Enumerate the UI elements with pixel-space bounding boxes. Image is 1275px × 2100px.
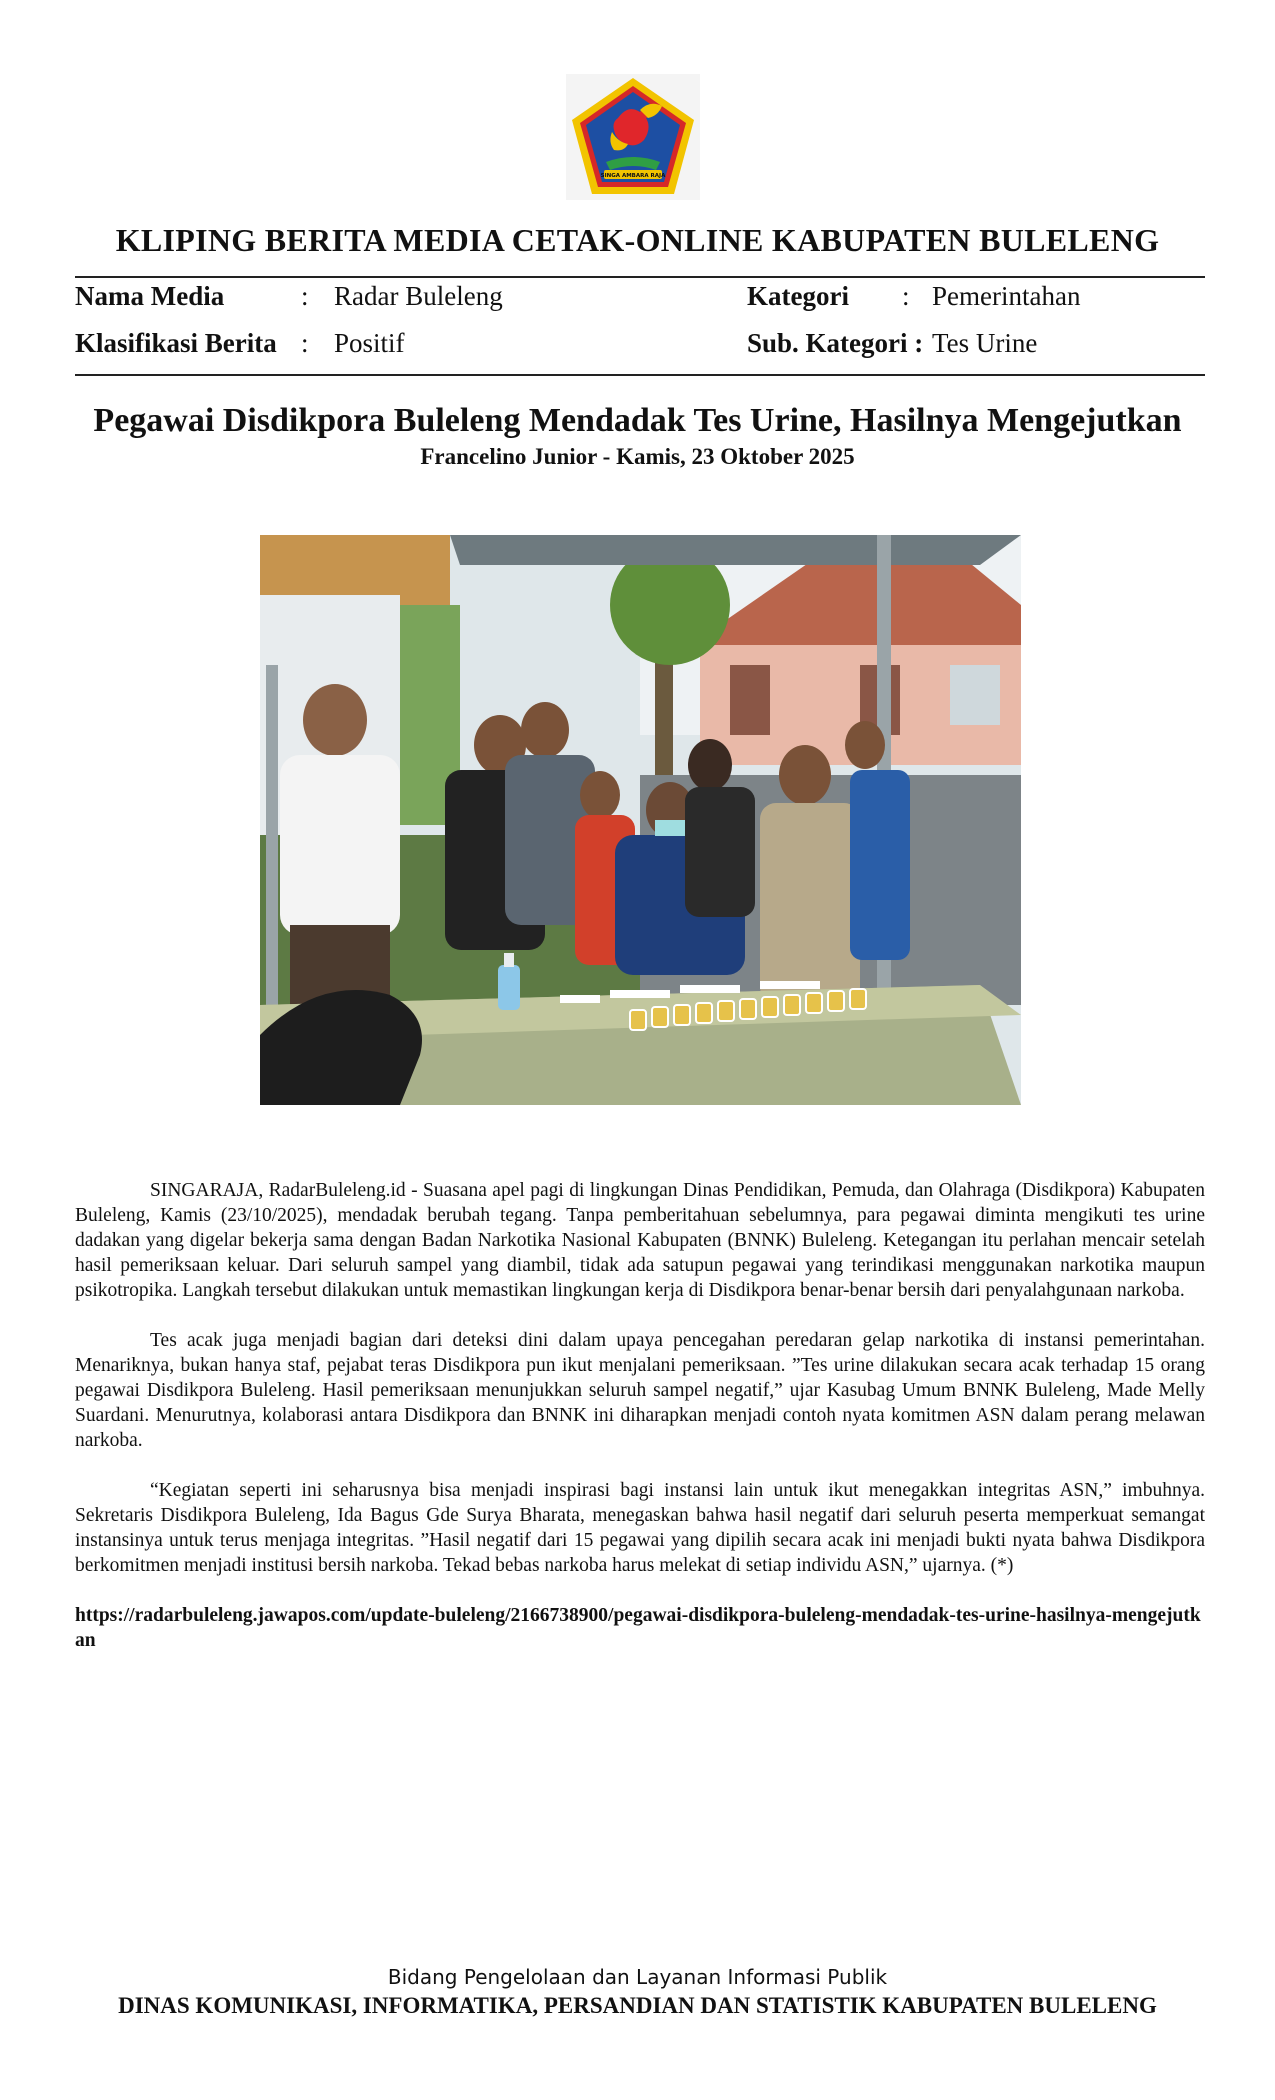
logo-lettering: SINGA AMBARA RAJA	[600, 173, 666, 179]
source-url-link[interactable]: https://radarbuleleng.jawapos.com/update-buleleng/2166738900/pegawai-disdikpora-buleleng-mendadak-tes-urine-hasilnya-mengejutkan	[75, 1605, 1201, 1651]
document-title: KLIPING BERITA MEDIA CETAK-ONLINE KABUPATEN BULELENG	[115, 222, 1160, 258]
media-name-value: Radar Buleleng	[334, 281, 503, 311]
sub-category-value: Tes Urine	[932, 328, 1038, 358]
footer-department: Bidang Pengelolaan dan Layanan Informasi Publik	[387, 1965, 888, 1989]
article-body	[75, 1178, 1205, 1678]
category-value: Pemerintahan	[932, 281, 1081, 311]
article-paragraph: Tes acak juga menjadi bagian dari deteksi dini dalam upaya pencegahan peredaran gelap narkotika di instansi pemerintahan. Menariknya, bukan hanya staf, pejabat teras Disdikpora pun ikut menjalani pemeriksaan. ”Tes urine dilakukan secara acak terhadap 15 orang pegawai Disdikpora Buleleng. Hasil pemeriksaan menunjukkan seluruh sampel negatif,” ujar Kasubag Umum BNNK Buleleng, Made Melly Suardani. Menurutnya, kolaborasi antara Disdikpora dan BNNK ini diharapkan menjadi contoh nyata komitmen ASN dalam perang melawan narkoba.	[75, 1330, 1205, 1451]
media-name-label: Nama Media	[75, 281, 225, 311]
top-divider	[75, 276, 1205, 278]
article-paragraph: “Kegiatan seperti ini seharusnya bisa menjadi inspirasi bagi instansi lain untuk ikut menegakkan integritas ASN,” imbuhnya. Sekretaris Disdikpora Buleleng, Ida Bagus Gde Surya Bharata, menegaskan bahwa hasil negatif dari seluruh peserta memperkuat semangat instansinya untuk terus menjaga integritas. ”Hasil negatif dari 15 pegawai yang dipilih secara acak ini menjadi bukti nyata bahwa Disdikpora berkomitmen menjadi institusi bersih narkoba. Tekad bebas narkoba harus melekat di setiap individu ASN,” ujarnya. (*)	[75, 1480, 1205, 1576]
classification-value: Positif	[334, 328, 405, 358]
sub-category-label: Sub. Kategori :	[747, 328, 924, 358]
bottom-divider	[75, 374, 1205, 376]
article-paragraph: SINGARAJA, RadarBuleleng.id - Suasana apel pagi di lingkungan Dinas Pendidikan, Pemuda, dan Olahraga (Disdikpora) Kabupaten Buleleng, Kamis (23/10/2025), mendadak berubah tegang. Tanpa pemberitahuan sebelumnya, para pegawai diminta mengikuti tes urine dadakan yang digelar bekerja sama dengan Badan Narkotika Nasional Kabupaten (BNNK) Buleleng. Ketegangan itu perlahan mencair setelah hasil pemeriksaan keluar. Dari seluruh sampel yang diambil, tidak ada satupun pegawai yang terindikasi menggunakan narkotika maupun psikotropika. Langkah tersebut dilakukan untuk memastikan lingkungan kerja di Disdikpora benar-benar bersih dari penyalahgunaan narkoba.	[75, 1180, 1205, 1301]
category-label: Kategori	[747, 281, 849, 311]
regency-emblem-logo	[566, 74, 700, 200]
article-headline: Pegawai Disdikpora Buleleng Mendadak Tes Urine, Hasilnya Mengejutkan	[93, 402, 1182, 439]
footer-agency: DINAS KOMUNIKASI, INFORMATIKA, PERSANDIAN DAN STATISTIK KABUPATEN BULELENG	[118, 1993, 1157, 2018]
colon: :	[301, 281, 309, 311]
article-byline: Francelino Junior - Kamis, 23 Oktober 2025	[420, 444, 855, 469]
colon: :	[301, 328, 309, 358]
article-photo	[260, 535, 1021, 1105]
classification-label: Klasifikasi Berita	[75, 328, 277, 358]
colon: :	[902, 281, 910, 311]
